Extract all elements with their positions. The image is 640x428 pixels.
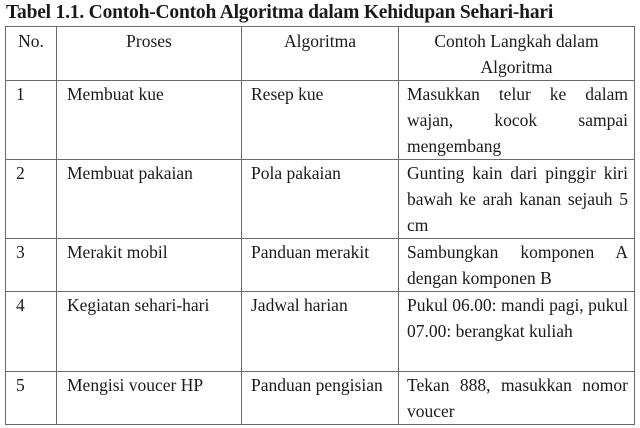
cell-algoritma: Panduan merakit	[242, 239, 399, 292]
table-row	[6, 81, 635, 160]
cell-no: 2	[6, 160, 57, 239]
cell-contoh-langkah: Sambungkan komponen A dengan komponen B	[399, 239, 635, 292]
table-row	[6, 239, 635, 292]
cell-algoritma: Jadwal harian	[242, 292, 399, 372]
cell-proses: Mengisi voucer HP	[57, 372, 242, 425]
cell-contoh-langkah: Tekan 888, masukkan nomor voucer	[399, 372, 635, 425]
table-caption: Tabel 1.1. Contoh-Contoh Algoritma dalam Kehidupan Sehari-hari	[6, 2, 554, 23]
cell-algoritma: Pola pakaian	[242, 160, 399, 239]
cell-proses: Merakit mobil	[57, 239, 242, 292]
table-header-row	[6, 27, 635, 81]
cell-algoritma: Panduan pengisian	[242, 372, 399, 425]
header-proses: Proses	[57, 27, 242, 81]
cell-contoh-langkah: Gunting kain dari pinggir kiri bawah ke arah kanan sejauh 5 cm	[399, 160, 635, 239]
header-no: No.	[6, 27, 57, 81]
cell-no: 5	[6, 372, 57, 425]
table-row	[6, 160, 635, 239]
cell-algoritma: Resep kue	[242, 81, 399, 160]
cell-proses: Membuat kue	[57, 81, 242, 160]
table-row	[6, 292, 635, 372]
header-algoritma: Algoritma	[242, 27, 399, 81]
cell-contoh-langkah: Pukul 06.00: mandi pagi, pukul 07.00: berangkat kuliah	[399, 292, 635, 372]
cell-proses: Kegiatan sehari-hari	[57, 292, 242, 372]
cell-proses: Membuat pakaian	[57, 160, 242, 239]
cell-no: 1	[6, 81, 57, 160]
algorithm-examples-table	[5, 26, 635, 425]
cell-no: 3	[6, 239, 57, 292]
cell-contoh-langkah: Masukkan telur ke dalam wajan, kocok sampai mengembang	[399, 81, 635, 160]
table-row	[6, 372, 635, 425]
header-contoh-langkah: Contoh Langkah dalam Algoritma	[399, 27, 635, 81]
cell-no: 4	[6, 292, 57, 372]
